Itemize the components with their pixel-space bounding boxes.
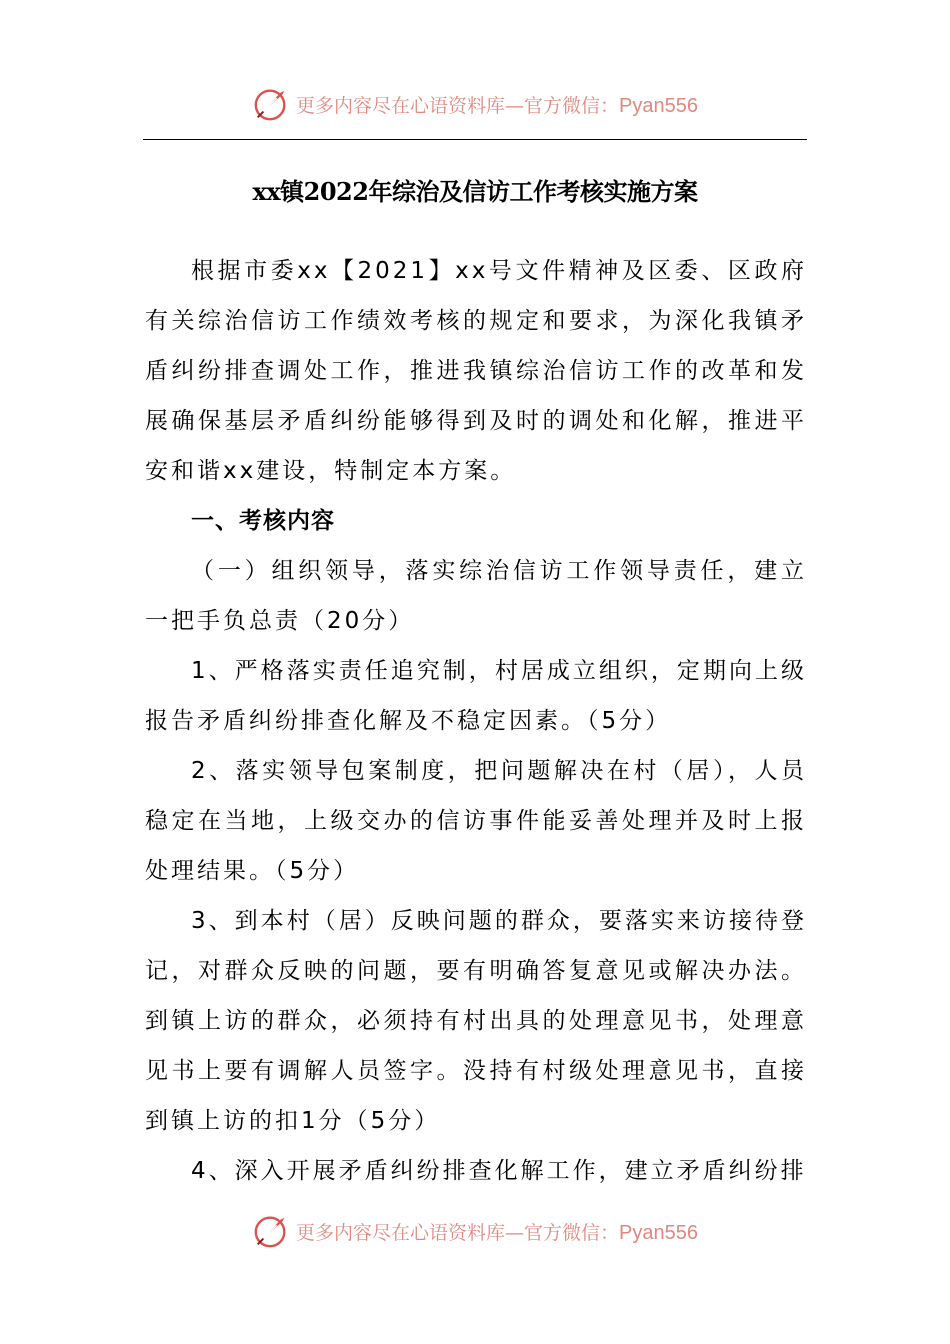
quill-logo-icon [252,1212,290,1250]
watermark-header [0,84,950,124]
watermark-text: 更多内容尽在心语资料库—官方微信：Pyan556 [296,1221,698,1244]
wechat-id: Pyan556 [619,94,698,117]
item-paragraph-4: 4、深入开展矛盾纠纷排查化解工作，建立矛盾纠纷排 [191,1158,807,1184]
item-paragraph-1: 1、严格落实责任追究制，村居成立组织，定期向上级报告矛盾纠纷排查化解及不稳定因素。（5分） [145,658,807,734]
watermark-footer [0,1211,950,1251]
intro-paragraph: 根据市委xx【2021】xx号文件精神及区委、区政府有关综治信访工作绩效考核的规定和要求，为深化我镇矛盾纠纷排查调处工作，推进我镇综治信访工作的改革和发展确保基层矛盾纠纷能够得到及时的调处和化解，推进平安和谐xx建设，特制定本方案。 [145,258,807,484]
watermark-text: 更多内容尽在心语资料库—官方微信：Pyan556 [296,94,698,117]
item-paragraph-2: 2、落实领导包案制度，把问题解决在村（居），人员稳定在当地，上级交办的信访事件能妥善处理并及时上报处理结果。（5分） [145,758,807,884]
wechat-id: Pyan556 [619,1221,698,1244]
document-title: xx镇2022年综治及信访工作考核实施方案 [252,177,698,206]
subsection-paragraph: （一）组织领导，落实综治信访工作领导责任，建立一把手负总责（20分） [145,558,807,634]
document-body [145,246,807,1196]
quill-logo-icon [252,85,290,123]
item-paragraph-3: 3、到本村（居）反映问题的群众，要落实来访接待登记，对群众反映的问题，要有明确答复意见或解决办法。到镇上访的群众，必须持有村出具的处理意见书，处理意见书上要有调解人员签字。没持有村级处理意见书，直接到镇上访的扣1分（5分） [145,908,807,1134]
section-heading: 一、考核内容 [191,508,335,534]
header-divider [143,139,807,140]
